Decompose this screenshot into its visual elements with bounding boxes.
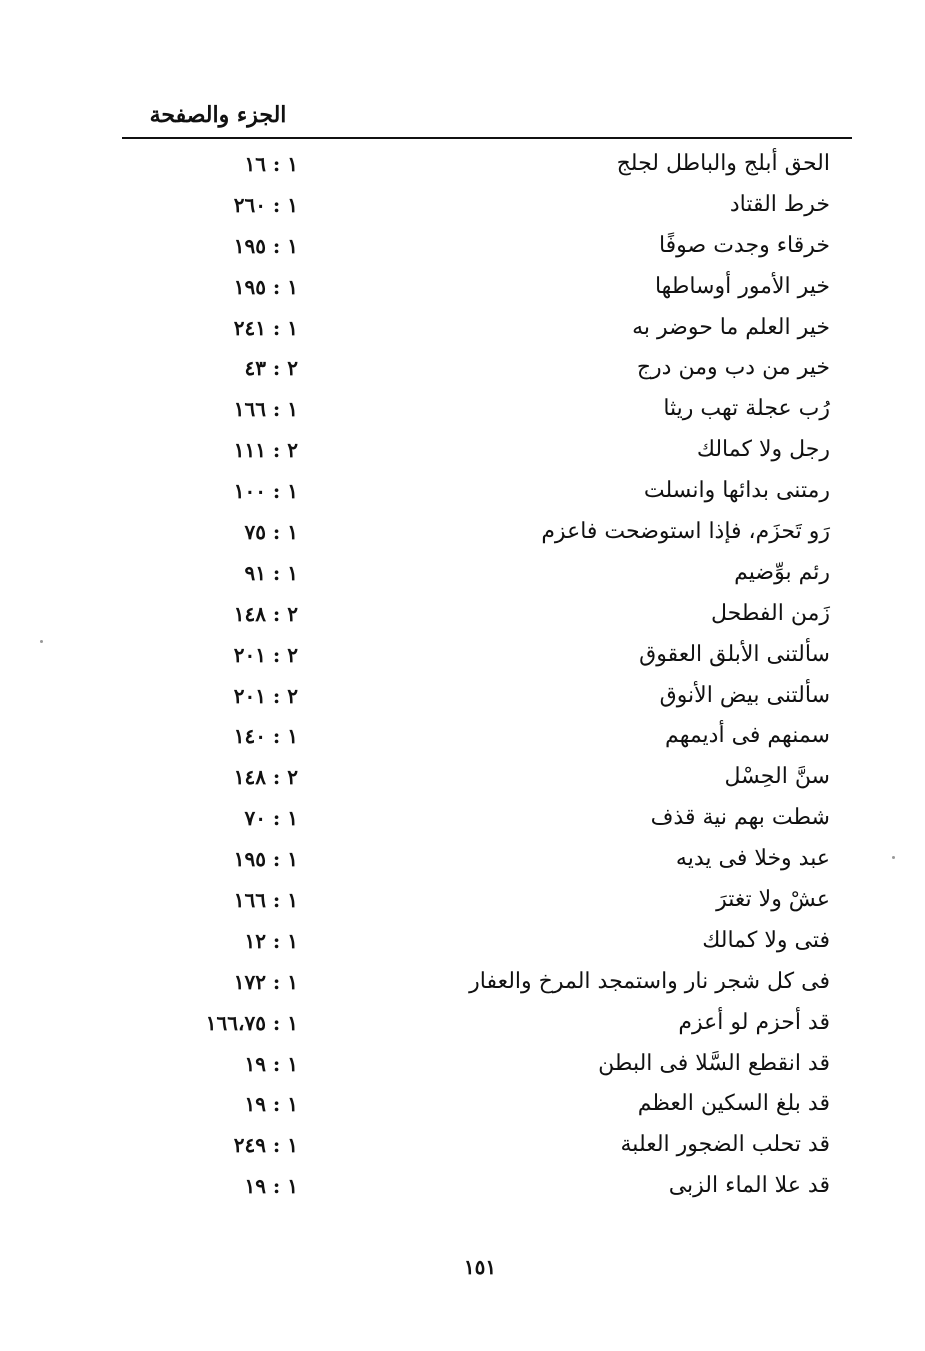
volume-page-reference: ١ : ١٩٥: [233, 847, 298, 872]
volume-page-reference: ١ : ٢٤١: [233, 315, 298, 340]
proverb-text: قد أحزم لو أعزم: [678, 1009, 830, 1035]
proverb-text: عبد وخلا فى يديه: [675, 846, 830, 872]
volume-page-reference: ١ : ١٠٠: [233, 479, 298, 504]
index-entry: [120, 268, 830, 309]
header-divider: [122, 137, 852, 139]
volume-page-reference: ١ : ٧٥: [244, 520, 298, 545]
volume-page-reference: ١ : ١٦٦،٧٥: [205, 1010, 298, 1035]
index-entry: [120, 758, 830, 799]
proverb-index-list: [120, 145, 830, 1208]
volume-page-reference: ١ : ١٩: [244, 1092, 298, 1117]
proverb-text: سمنهم فى أديمهم: [665, 723, 830, 749]
proverb-text: سألتنى الأبلق العقوق: [639, 641, 830, 667]
page-header-title: الجزء والصفحة: [149, 102, 287, 128]
index-entry: [120, 717, 830, 758]
proverb-text: عشْ ولا تغترَ: [716, 887, 830, 913]
index-entry: [120, 922, 830, 963]
index-entry: [120, 1045, 830, 1086]
proverb-text: قد علا الماء الزبى: [668, 1173, 830, 1199]
index-entry: [120, 186, 830, 227]
index-entry: [120, 390, 830, 431]
proverb-text: رُب عجلة تهب ريثا: [663, 396, 830, 422]
proverb-text: قد تحلب الضجور العلبة: [620, 1132, 830, 1158]
index-entry: [120, 636, 830, 677]
page-number: ١٥١: [463, 1255, 497, 1279]
proverb-text: سنَّ الحِسْل: [724, 764, 830, 790]
proverb-text: فتى ولا كمالك: [702, 927, 830, 953]
index-entry: [120, 513, 830, 554]
proverb-text: شطت بهم نية قذف: [650, 805, 830, 831]
volume-page-reference: ١ : ٢٦٠: [233, 192, 298, 217]
index-entry: [120, 881, 830, 922]
index-entry: [120, 145, 830, 186]
index-entry: [120, 677, 830, 718]
proverb-text: خير العلم ما حوضر به: [632, 314, 830, 340]
index-entry: [120, 1004, 830, 1045]
proverb-text: قد بلغ السكين العظم: [637, 1091, 830, 1117]
index-entry: [120, 1126, 830, 1167]
volume-page-reference: ١ : ٧٠: [244, 806, 298, 831]
index-entry: [120, 349, 830, 390]
volume-page-reference: ٢ : ١٤٨: [233, 765, 298, 790]
volume-page-reference: ١ : ١٩٥: [233, 233, 298, 258]
volume-page-reference: ١ : ٩١: [244, 560, 298, 585]
proverb-text: قد انقطع السَّلا فى البطن: [598, 1050, 830, 1076]
volume-page-reference: ١ : ١٦٦: [233, 888, 298, 913]
proverb-text: خرقاء وجدت صوفًا: [658, 232, 830, 258]
index-entry: [120, 227, 830, 268]
volume-page-reference: ٢ : ١١١: [233, 438, 298, 463]
volume-page-reference: ٢ : ٢٠١: [233, 683, 298, 708]
index-entry: [120, 472, 830, 513]
index-entry: [120, 431, 830, 472]
proverb-text: خير من دب ومن درج: [636, 355, 830, 381]
volume-page-reference: ١ : ١٤٠: [233, 724, 298, 749]
scan-speck: [40, 640, 43, 643]
volume-page-reference: ٢ : ١٤٨: [233, 601, 298, 626]
proverb-text: فى كل شجر نار واستمجد المرخ والعفار: [469, 968, 830, 994]
proverb-text: رمتنى بدائها وانسلت: [643, 478, 830, 504]
scan-speck: [892, 856, 895, 859]
volume-page-reference: ٢ : ٤٣: [244, 356, 298, 381]
index-entry: [120, 595, 830, 636]
proverb-text: الحق أبلج والباطل لجلج: [616, 151, 830, 176]
volume-page-reference: ١ : ١٦: [244, 152, 298, 176]
proverb-text: رَو تَحزَم، فإذا استوضحت فاعزم: [541, 519, 830, 545]
volume-page-reference: ١ : ١٧٢: [233, 969, 298, 994]
volume-page-reference: ٢ : ٢٠١: [233, 642, 298, 667]
index-entry: [120, 963, 830, 1004]
proverb-text: سألتنى بيض الأنوق: [659, 682, 830, 708]
proverb-text: خرط القتاد: [729, 191, 830, 217]
index-entry: [120, 1085, 830, 1126]
proverb-text: رئم بوِّضيم: [734, 559, 830, 585]
index-entry: [120, 554, 830, 595]
volume-page-reference: ١ : ١٢: [244, 928, 298, 953]
index-entry: [120, 840, 830, 881]
index-entry: [120, 309, 830, 350]
volume-page-reference: ١ : ١٩٥: [233, 274, 298, 299]
volume-page-reference: ١ : ١٩: [244, 1174, 298, 1199]
index-entry: [120, 1167, 830, 1208]
volume-page-reference: ١ : ١٦٦: [233, 397, 298, 422]
volume-page-reference: ١ : ١٩: [244, 1051, 298, 1076]
proverb-text: خير الأمور أوساطها: [654, 273, 830, 299]
proverb-text: زَمن الفطحل: [710, 600, 830, 626]
index-entry: [120, 799, 830, 840]
volume-page-reference: ١ : ٢٤٩: [233, 1133, 298, 1158]
proverb-text: رجل ولا كمالك: [696, 437, 830, 463]
